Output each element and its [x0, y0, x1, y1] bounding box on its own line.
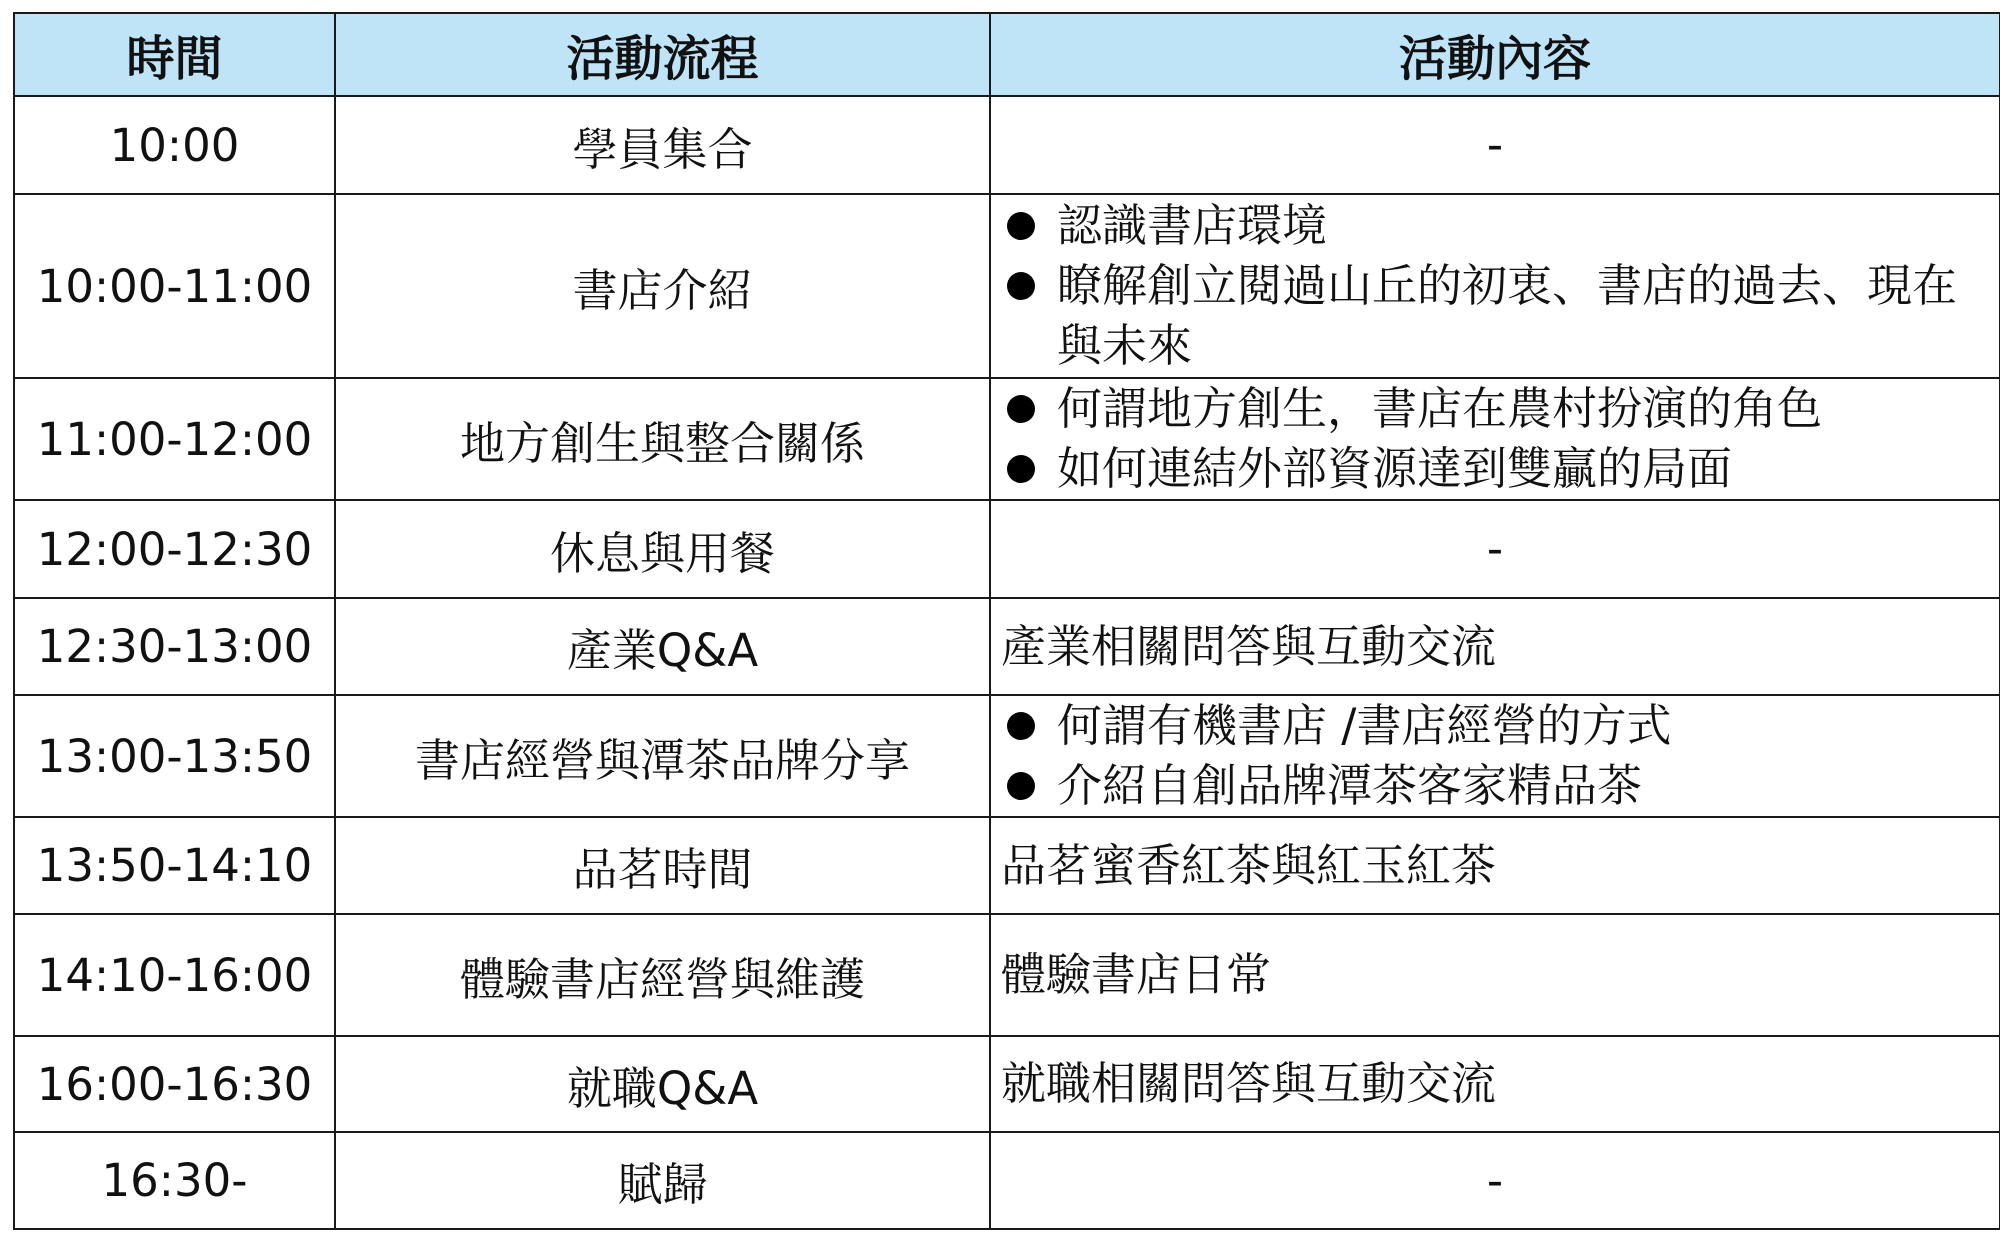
- schedule-table: [13, 12, 2000, 1230]
- table-row: [14, 598, 2000, 695]
- content-cell: 就職相關問答與互動交流: [990, 1036, 2000, 1132]
- time-cell: 14:10-16:00: [14, 914, 335, 1036]
- table-row: [14, 96, 2000, 194]
- content-cell: [990, 695, 2000, 817]
- bullet-dot-icon: [1007, 712, 1035, 740]
- content-cell: -: [990, 96, 2000, 194]
- flow-cell: 學員集合: [335, 96, 990, 194]
- header-row: [14, 13, 2000, 96]
- flow-cell: 賦歸: [335, 1132, 990, 1229]
- flow-cell: 書店介紹: [335, 194, 990, 378]
- table-row: [14, 500, 2000, 598]
- bullet-item: [1001, 196, 1999, 256]
- content-cell: [990, 378, 2000, 500]
- content-cell: 產業相關問答與互動交流: [990, 598, 2000, 695]
- table-row: [14, 194, 2000, 378]
- bullet-item: [1001, 756, 1999, 816]
- flow-cell: 地方創生與整合關係: [335, 378, 990, 500]
- time-cell: 13:00-13:50: [14, 695, 335, 817]
- time-cell: 11:00-12:00: [14, 378, 335, 500]
- bullet-item: [1001, 439, 1999, 499]
- content-cell: -: [990, 1132, 2000, 1229]
- bullet-text: 瞭解創立閱過山丘的初衷、書店的過去、現在與未來: [1057, 259, 1958, 372]
- time-cell: 12:30-13:00: [14, 598, 335, 695]
- bullet-list: [1001, 196, 1999, 376]
- time-cell: 13:50-14:10: [14, 817, 335, 914]
- bullet-text: 何謂有機書店 /書店經營的方式: [1057, 699, 1672, 752]
- content-cell: -: [990, 500, 2000, 598]
- bullet-text: 認識書店環境: [1057, 199, 1328, 252]
- header-content: 活動內容: [990, 13, 2000, 96]
- bullet-dot-icon: [1007, 455, 1035, 483]
- time-cell: 16:00-16:30: [14, 1036, 335, 1132]
- table-row: [14, 914, 2000, 1036]
- table-row: [14, 1132, 2000, 1229]
- table-row: [14, 1036, 2000, 1132]
- content-cell: 體驗書店日常: [990, 914, 2000, 1036]
- bullet-dot-icon: [1007, 272, 1035, 300]
- bullet-item: [1001, 696, 1999, 756]
- bullet-text: 介紹自創品牌潭茶客家精品茶: [1057, 759, 1643, 812]
- bullet-dot-icon: [1007, 212, 1035, 240]
- bullet-text: 如何連結外部資源達到雙贏的局面: [1057, 442, 1733, 495]
- time-cell: 12:00-12:30: [14, 500, 335, 598]
- bullet-item: [1001, 379, 1999, 439]
- flow-cell: 品茗時間: [335, 817, 990, 914]
- bullet-text: 何謂地方創生，書店在農村扮演的角色: [1057, 382, 1823, 435]
- flow-cell: 書店經營與潭茶品牌分享: [335, 695, 990, 817]
- content-cell: 品茗蜜香紅茶與紅玉紅茶: [990, 817, 2000, 914]
- bullet-list: [1001, 696, 1999, 816]
- header-flow: 活動流程: [335, 13, 990, 96]
- table-row: [14, 817, 2000, 914]
- time-cell: 16:30-: [14, 1132, 335, 1229]
- time-cell: 10:00: [14, 96, 335, 194]
- bullet-item: [1001, 256, 1999, 376]
- header-time: 時間: [14, 13, 335, 96]
- table-row: [14, 378, 2000, 500]
- time-cell: 10:00-11:00: [14, 194, 335, 378]
- flow-cell: 體驗書店經營與維護: [335, 914, 990, 1036]
- flow-cell: 產業Q&A: [335, 598, 990, 695]
- content-cell: [990, 194, 2000, 378]
- bullet-list: [1001, 379, 1999, 499]
- bullet-dot-icon: [1007, 395, 1035, 423]
- bullet-dot-icon: [1007, 772, 1035, 800]
- flow-cell: 就職Q&A: [335, 1036, 990, 1132]
- flow-cell: 休息與用餐: [335, 500, 990, 598]
- table-row: [14, 695, 2000, 817]
